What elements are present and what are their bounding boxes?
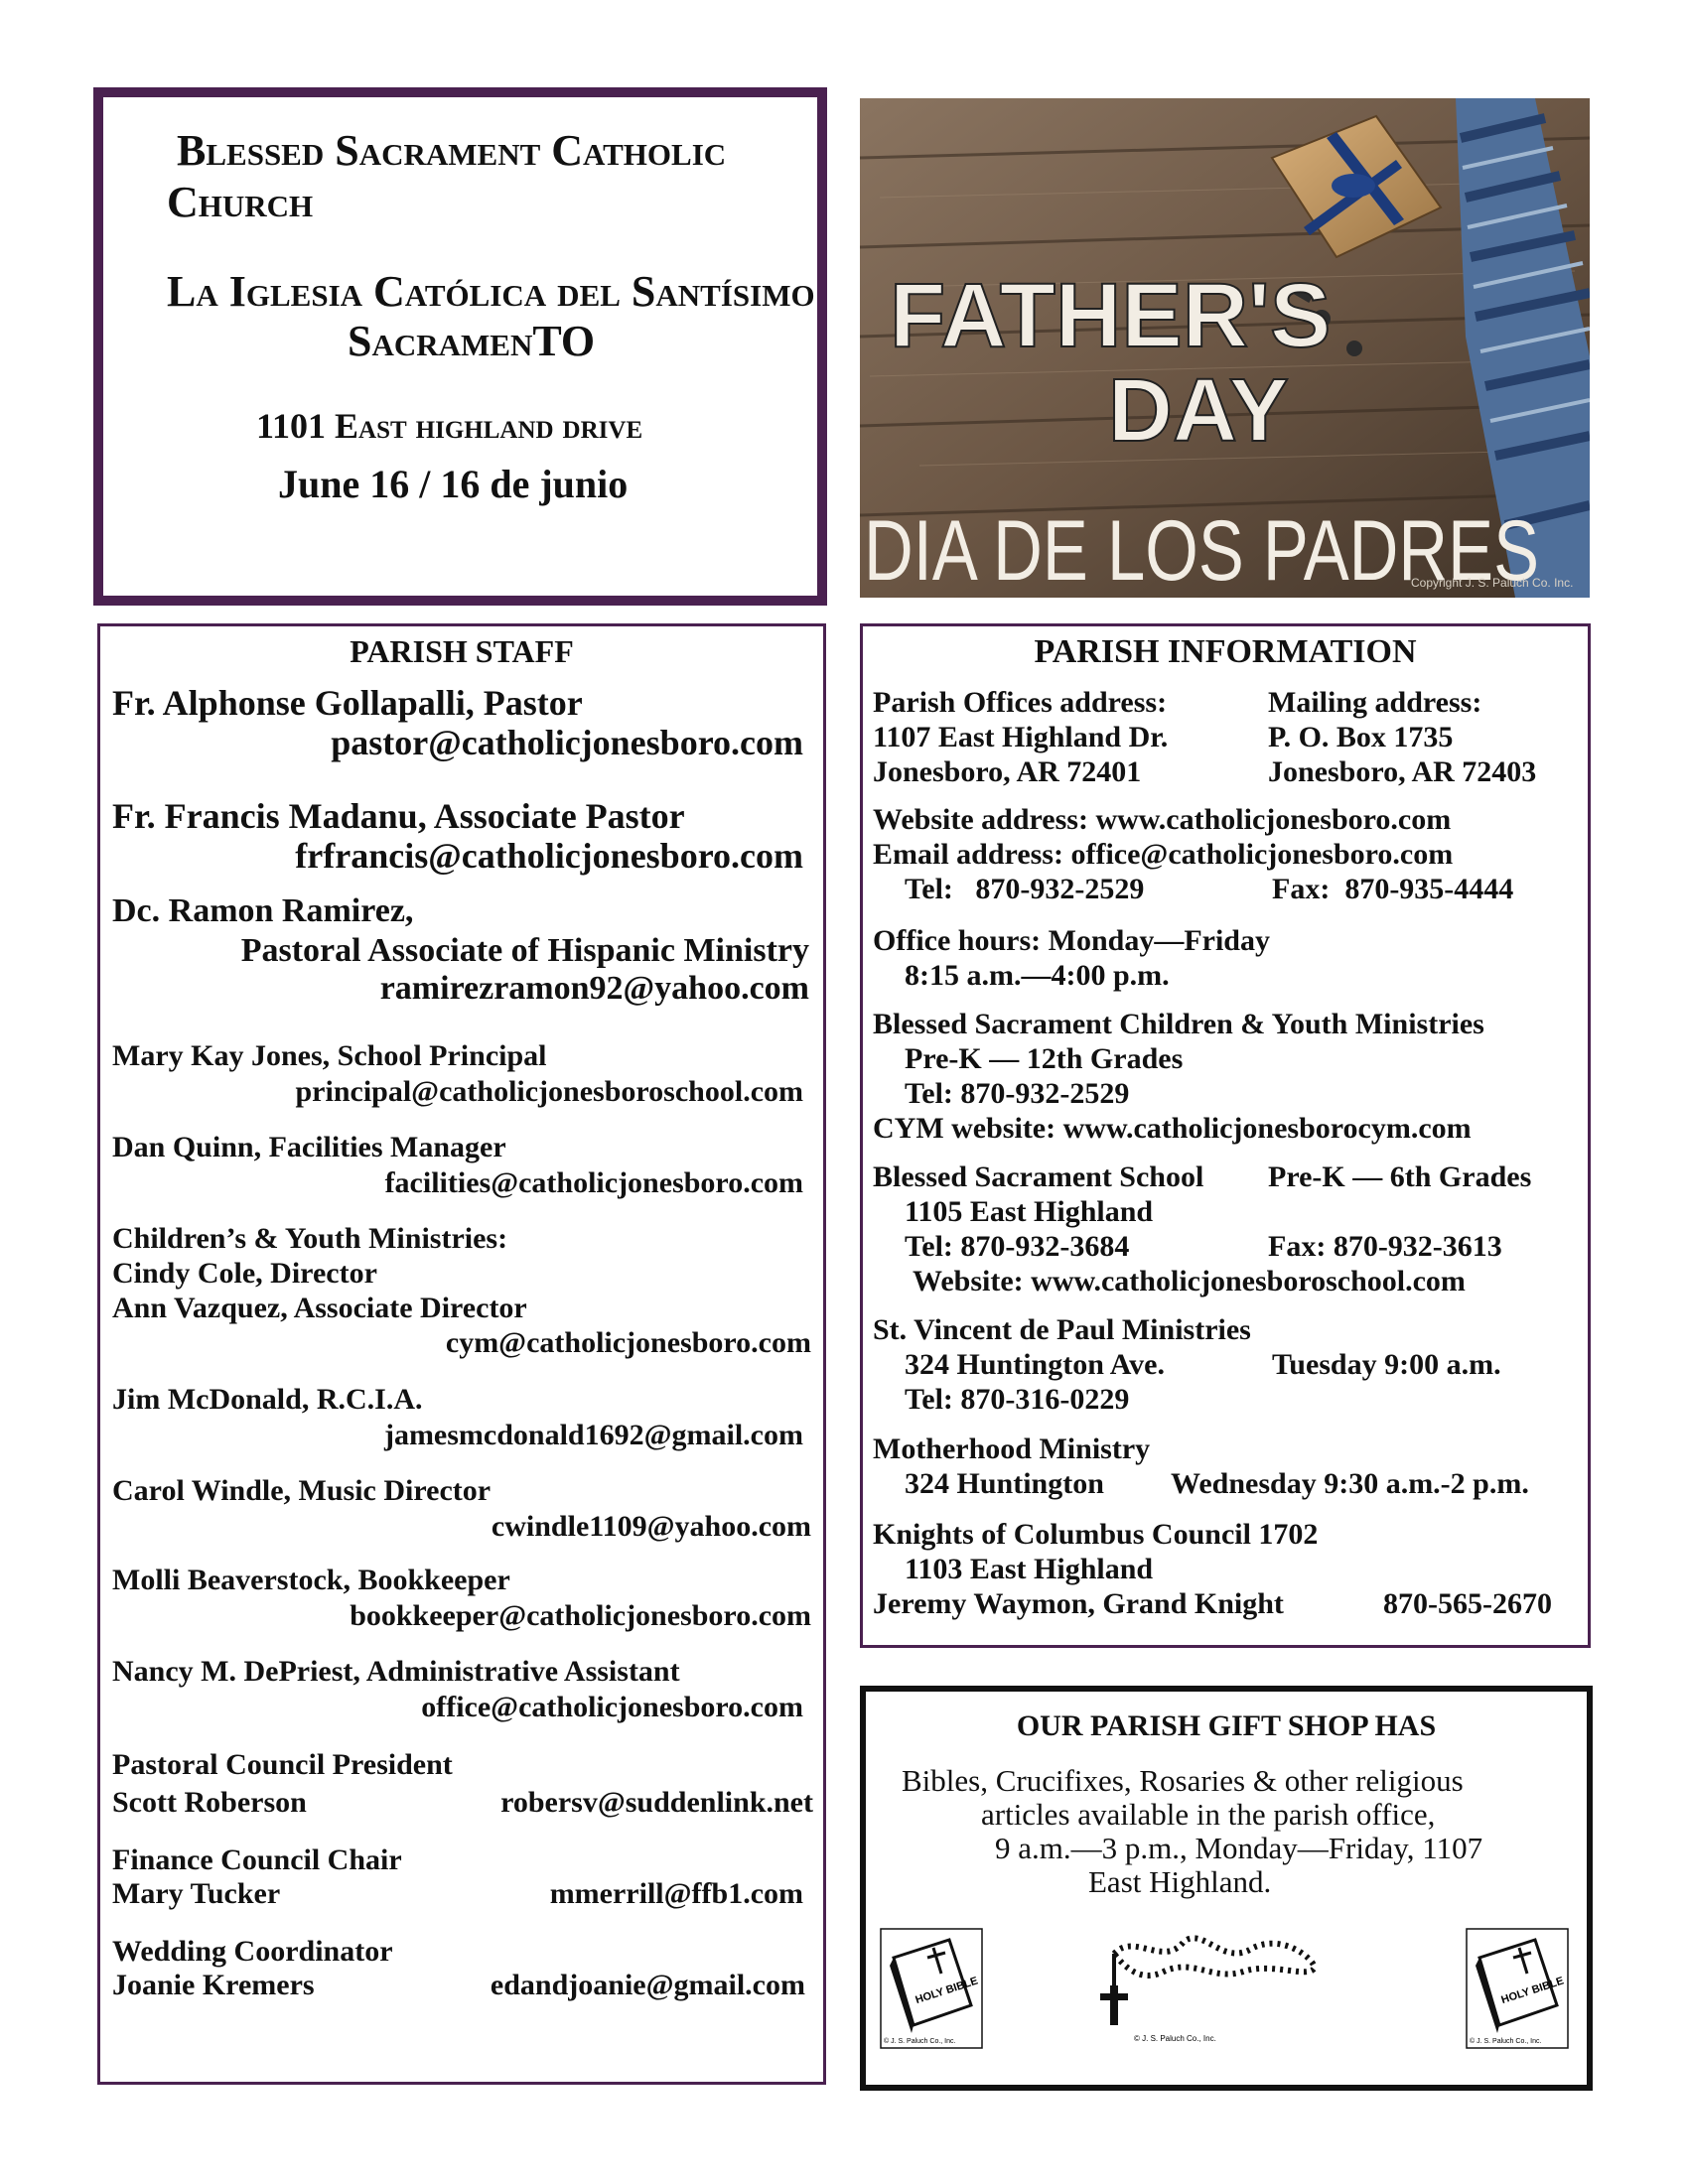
info-cym-grades: Pre-K — 12th Grades [905, 1042, 1184, 1075]
staff-admin-name: Nancy M. DePriest, Administrative Assistant [112, 1655, 680, 1688]
church-name-line2: Church [167, 178, 314, 226]
staff-bookkeeper-name: Molli Beaverstock, Bookkeeper [112, 1564, 510, 1596]
bible-icon [1466, 1928, 1569, 2049]
staff-cym-title: Children’s & Youth Ministries: [112, 1222, 508, 1255]
info-tel: Tel: 870-932-2529 [905, 873, 1145, 905]
spanish-name-line1: La Iglesia Católica del Santísimo [167, 267, 815, 316]
info-mailing-city: Jonesboro, AR 72403 [1268, 755, 1537, 788]
staff-principal-name: Mary Kay Jones, School Principal [112, 1039, 547, 1072]
staff-wc-title: Wedding Coordinator [112, 1935, 393, 1968]
gift-line1: Bibles, Crucifixes, Rosaries & other religious [902, 1763, 1464, 1798]
staff-pc-name: Scott Roberson [112, 1786, 307, 1819]
info-hours-time: 8:15 a.m.—4:00 p.m. [905, 959, 1170, 992]
gift-line3: 9 a.m.—3 p.m., Monday—Friday, 1107 [995, 1831, 1483, 1865]
staff-bookkeeper-email: bookkeeper@catholicjonesboro.com [350, 1599, 811, 1632]
gift-line2: articles available in the parish office, [981, 1797, 1436, 1832]
gift-line4: East Highland. [1088, 1864, 1272, 1899]
info-email: Email address: office@catholicjonesboro.com [873, 838, 1454, 871]
staff-cym-email: cym@catholicjonesboro.com [445, 1326, 811, 1359]
church-header [93, 87, 827, 606]
staff-wc-email: edandjoanie@gmail.com [490, 1969, 805, 2001]
bible-credit: © J. S. Paluch Co., Inc. [884, 2038, 956, 2045]
promo-title-line2: DAY [1108, 361, 1289, 461]
promo-title-spanish: DIA DE LOS PADRES [864, 503, 1539, 598]
info-cym-title: Blessed Sacrament Children & Youth Ministries [873, 1008, 1484, 1040]
info-koc-addr: 1103 East Highland [905, 1553, 1154, 1585]
info-school-addr: 1105 East Highland [905, 1195, 1154, 1228]
svg-text:HOLY BIBLE: HOLY BIBLE [914, 1975, 980, 2007]
info-school-site: Website: www.catholicjonesboroschool.com [913, 1265, 1466, 1297]
staff-deacon-name: Dc. Ramon Ramirez, [112, 892, 414, 929]
staff-music-name: Carol Windle, Music Director [112, 1474, 492, 1507]
info-school-title: Blessed Sacrament School [873, 1160, 1204, 1193]
staff-fc-title: Finance Council Chair [112, 1843, 402, 1876]
staff-pc-title: Pastoral Council President [112, 1748, 453, 1781]
info-hours-label: Office hours: Monday—Friday [873, 924, 1270, 957]
info-offices-city: Jonesboro, AR 72401 [873, 755, 1142, 788]
staff-pastor-name: Fr. Alphonse Gollapalli, Pastor [112, 683, 583, 723]
fathers-day-image [860, 98, 1590, 598]
info-school-tel: Tel: 870-932-3684 [905, 1230, 1130, 1263]
info-svdp-time: Tuesday 9:00 a.m. [1272, 1348, 1501, 1381]
staff-fc-email: mmerrill@ffb1.com [549, 1877, 803, 1910]
staff-fc-name: Mary Tucker [112, 1877, 281, 1910]
staff-facilities-name: Dan Quinn, Facilities Manager [112, 1131, 506, 1163]
info-offices-label: Parish Offices address: [873, 686, 1168, 719]
bible-credit: © J. S. Paluch Co., Inc. [1470, 2038, 1542, 2045]
bulletin-date: June 16 / 16 de junio [278, 462, 629, 506]
info-koc-title: Knights of Columbus Council 1702 [873, 1518, 1319, 1551]
staff-deacon-email: ramirezramon92@yahoo.com [379, 970, 809, 1007]
info-fax: Fax: 870-935-4444 [1272, 873, 1514, 905]
info-mailing-label: Mailing address: [1268, 686, 1482, 719]
staff-cym-assoc: Ann Vazquez, Associate Director [112, 1292, 527, 1324]
staff-rcia-email: jamesmcdonald1692@gmail.com [383, 1419, 803, 1451]
staff-assoc-name: Fr. Francis Madanu, Associate Pastor [112, 796, 685, 836]
promo-copyright: Copyright J. S. Paluch Co. Inc. [1411, 576, 1574, 590]
info-school-fax: Fax: 870-932-3613 [1268, 1230, 1502, 1263]
info-cym-tel: Tel: 870-932-2529 [905, 1077, 1130, 1110]
staff-pc-email: robersv@suddenlink.net [500, 1786, 813, 1819]
info-svdp-addr: 324 Huntington Ave. [905, 1348, 1165, 1381]
gift-shop-panel [860, 1686, 1593, 2091]
gift-heading: OUR PARISH GIFT SHOP HAS [1016, 1709, 1437, 1742]
staff-heading: PARISH STAFF [350, 633, 574, 669]
staff-wc-name: Joanie Kremers [112, 1969, 315, 2001]
staff-rcia-name: Jim McDonald, R.C.I.A. [112, 1383, 423, 1416]
info-offices-street: 1107 East Highland Dr. [873, 721, 1169, 753]
info-cym-site: CYM website: www.catholicjonesborocym.com [873, 1112, 1472, 1145]
parish-staff-panel [97, 623, 826, 2085]
bible-icon [880, 1928, 983, 2049]
staff-principal-email: principal@catholicjonesboroschool.com [295, 1075, 803, 1108]
info-heading: PARISH INFORMATION [1034, 633, 1417, 670]
staff-deacon-role: Pastoral Associate of Hispanic Ministry [240, 932, 809, 969]
staff-admin-email: office@catholicjonesboro.com [421, 1691, 803, 1723]
info-mh-time: Wednesday 9:30 a.m.-2 p.m. [1171, 1467, 1529, 1500]
info-mailing-box: P. O. Box 1735 [1268, 721, 1454, 753]
info-koc-grand-knight: Jeremy Waymon, Grand Knight [873, 1587, 1284, 1620]
church-name-line1: Blessed Sacrament Catholic [177, 126, 727, 175]
staff-cym-director: Cindy Cole, Director [112, 1257, 377, 1290]
info-svdp-title: St. Vincent de Paul Ministries [873, 1313, 1251, 1346]
staff-music-email: cwindle1109@yahoo.com [491, 1510, 811, 1543]
info-website: Website address: www.catholicjonesboro.com [873, 803, 1452, 836]
info-mh-addr: 324 Huntington [905, 1467, 1104, 1500]
rosary-credit: © J. S. Paluch Co., Inc. [1134, 2034, 1216, 2043]
info-svdp-tel: Tel: 870-316-0229 [905, 1383, 1130, 1416]
staff-facilities-email: facilities@catholicjonesboro.com [384, 1166, 803, 1199]
info-koc-phone: 870-565-2670 [1383, 1587, 1552, 1620]
rosary-icon [1094, 1928, 1333, 2047]
parish-information-panel [860, 623, 1591, 1648]
svg-text:HOLY BIBLE: HOLY BIBLE [1499, 1975, 1566, 2007]
church-address: 1101 East highland drive [256, 406, 643, 446]
staff-pastor-email: pastor@catholicjonesboro.com [331, 723, 803, 762]
info-mh-title: Motherhood Ministry [873, 1433, 1151, 1465]
staff-assoc-email: frfrancis@catholicjonesboro.com [295, 836, 803, 876]
info-school-grades: Pre-K — 6th Grades [1268, 1160, 1532, 1193]
spanish-name-line2: SacramenTO [348, 317, 596, 365]
promo-title-line1: FATHER'S [890, 265, 1332, 366]
